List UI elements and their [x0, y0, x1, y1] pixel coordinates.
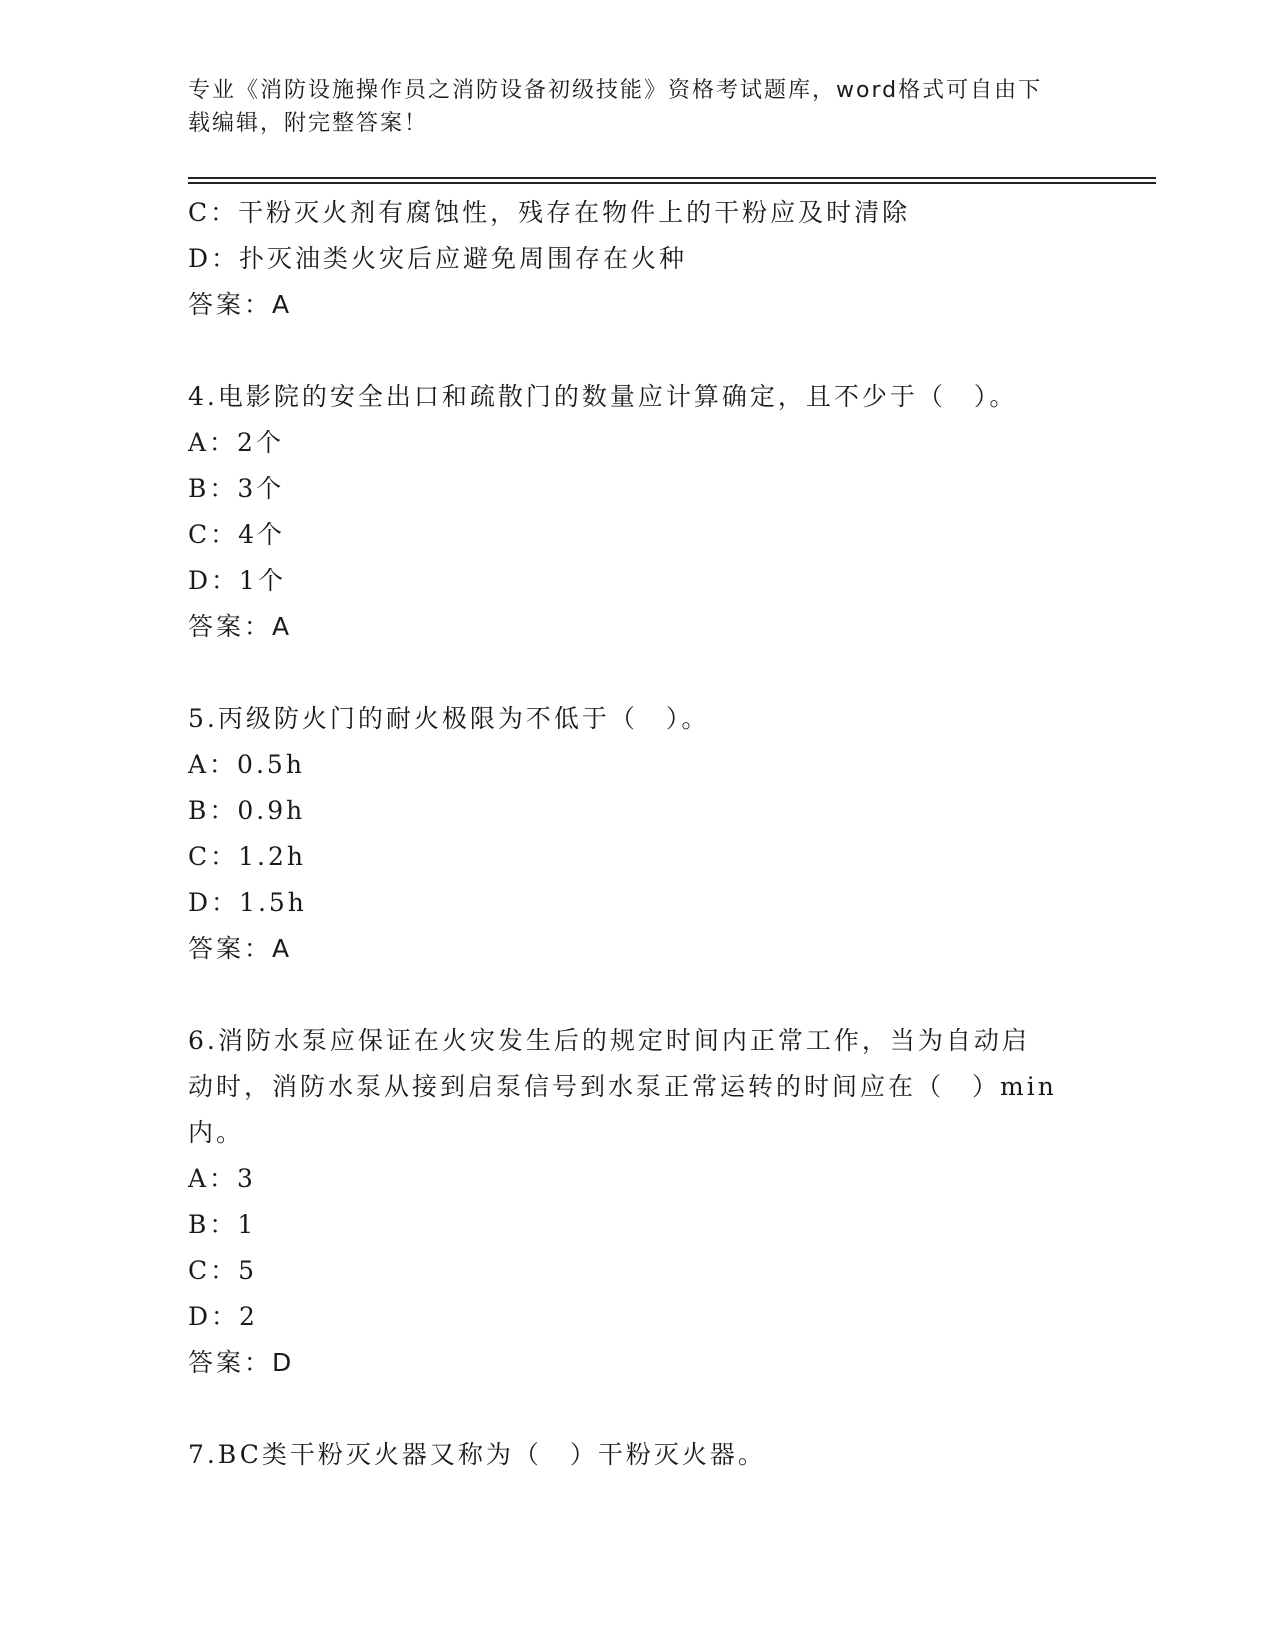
option-c: C：1.2h: [188, 842, 306, 871]
answer-label: 答案：D: [188, 1348, 295, 1377]
document-header: [188, 74, 1088, 140]
spacer: [188, 972, 1088, 1018]
question-stem-6-line-1: 6.消防水泵应保证在火灾发生后的规定时间内正常工作，当为自动启: [188, 1026, 1030, 1055]
answer-label: 答案：A: [188, 934, 293, 963]
header-rule-top: [188, 177, 1156, 179]
spacer: [188, 328, 1088, 374]
option-d: D：1个: [188, 566, 286, 595]
header-rule-bottom: [188, 182, 1156, 184]
option-b: B：3个: [188, 474, 285, 503]
option-c: C：干粉灭火剂有腐蚀性，残存在物件上的干粉应及时清除: [188, 198, 911, 227]
question-list: [188, 190, 1088, 1478]
option-b: B：0.9h: [188, 796, 306, 825]
option-d: D：1.5h: [188, 888, 307, 917]
spacer: [188, 650, 1088, 696]
option-b: B：1: [188, 1210, 257, 1239]
option-a: A：2个: [188, 428, 284, 457]
option-c: C：4个: [188, 520, 286, 549]
spacer: [188, 1386, 1088, 1432]
header-line-2: 载编辑，附完整答案！: [188, 111, 429, 136]
option-c: C：5: [188, 1256, 258, 1285]
option-d: D：2: [188, 1302, 258, 1331]
header-line-1: 专业《消防设施操作员之消防设备初级技能》资格考试题库，word格式可自由下: [188, 78, 1043, 103]
answer-label: 答案：A: [188, 612, 293, 641]
option-d: D：扑灭油类火灾后应避免周围存在火种: [188, 244, 688, 273]
answer-label: 答案：A: [188, 290, 293, 319]
question-stem-6-line-2: 动时，消防水泵从接到启泵信号到水泵正常运转的时间应在（ ）min: [188, 1072, 1057, 1101]
question-stem-7: 7.BC类干粉灭火器又称为（ ）干粉灭火器。: [188, 1440, 766, 1469]
option-a: A：0.5h: [188, 750, 305, 779]
question-stem-6-line-3: 内。: [188, 1118, 245, 1147]
question-stem-5: 5.丙级防火门的耐火极限为不低于（ ）。: [188, 704, 710, 733]
option-a: A：3: [188, 1164, 256, 1193]
question-stem-4: 4.电影院的安全出口和疏散门的数量应计算确定，且不少于（ ）。: [188, 382, 1018, 411]
